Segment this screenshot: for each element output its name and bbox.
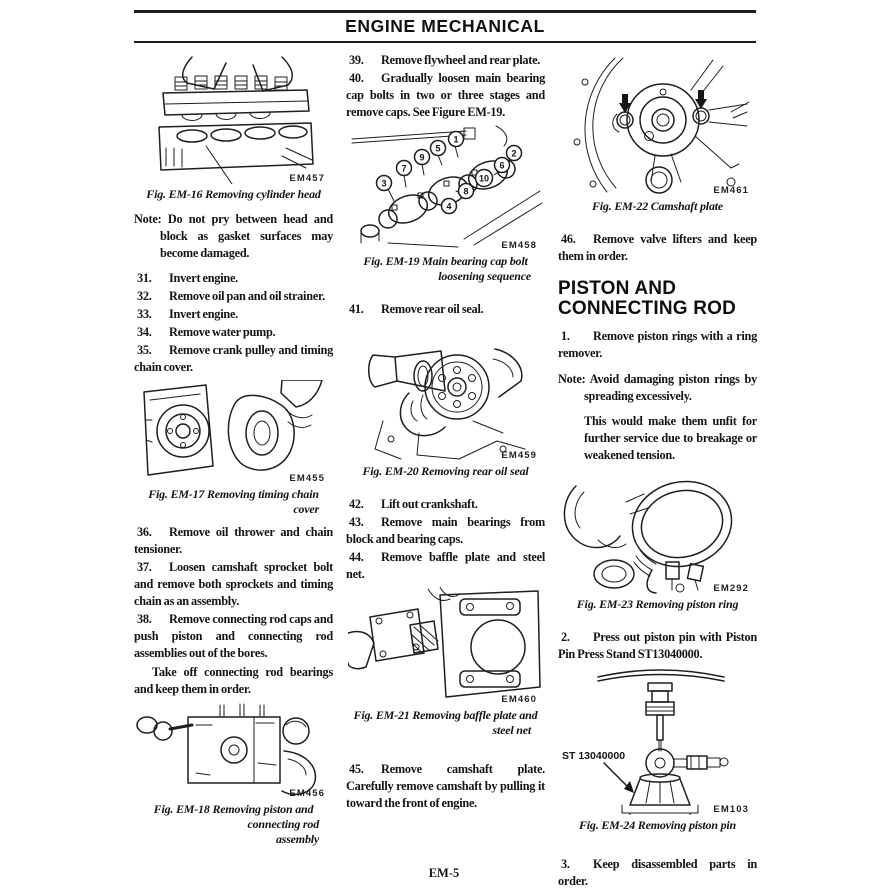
note-text: Avoid damaging piston rings by spreading excessively. <box>584 372 758 403</box>
step-37 <box>134 559 333 610</box>
step-text: Remove rear oil seal. <box>381 302 484 316</box>
figure-em18 <box>134 703 333 847</box>
seq-label: 9 <box>418 152 425 163</box>
column-right <box>558 52 757 888</box>
step-number: 46. <box>561 232 576 246</box>
step-33 <box>134 306 333 323</box>
bearing-cap-sequence-illustration <box>348 125 544 251</box>
step-text: Remove valve lifters and keep them in order. <box>558 232 757 263</box>
figure-caption <box>134 802 333 847</box>
timing-chain-cover-illustration <box>136 380 332 484</box>
figure-caption <box>558 597 757 612</box>
step-40 <box>346 70 545 121</box>
step-text: Remove water pump. <box>169 325 276 339</box>
figure-caption <box>346 254 545 284</box>
seq-label: 10 <box>478 173 489 184</box>
bolt-arrow-icon <box>619 94 631 113</box>
step-number: 41. <box>349 302 364 316</box>
rear-oil-seal-illustration <box>353 329 539 461</box>
step-46 <box>558 231 757 265</box>
caption-line: Fig. EM-23 Removing piston ring <box>576 597 739 611</box>
figure-code: EM455 <box>289 473 325 484</box>
figure-em16 <box>134 56 333 202</box>
caption-line: Fig. EM-22 Camshaft plate <box>591 199 723 213</box>
figure-caption <box>134 487 333 517</box>
step-number: 39. <box>349 53 364 67</box>
step-34 <box>134 324 333 341</box>
step-text: Remove piston rings with a ring remover. <box>558 329 757 360</box>
caption-line: Fig. EM-17 Removing timing chain <box>148 487 319 501</box>
caption-line: Fig. EM-20 Removing rear oil seal <box>362 464 529 478</box>
step-42 <box>346 496 545 513</box>
seq-label: 5 <box>434 143 441 154</box>
column-middle <box>346 52 545 888</box>
caption-line: Fig. EM-18 Removing piston and <box>153 802 314 816</box>
para-take-off-bearings: Take off connecting rod bearings and keep them in order. <box>134 665 333 696</box>
seq-label: 6 <box>498 160 505 171</box>
figure-code: EM292 <box>713 583 749 594</box>
step-2 <box>558 629 757 663</box>
note-piston-rings <box>558 371 757 405</box>
caption-line: Fig. EM-19 Main bearing cap bolt <box>363 254 528 268</box>
figure-code: EM103 <box>713 804 749 815</box>
step-number: 36. <box>137 525 152 539</box>
step-text: Remove main bearings from block and bearing caps. <box>346 515 545 546</box>
step-text: Remove flywheel and rear plate. <box>381 53 541 67</box>
step-number: 40. <box>349 71 364 85</box>
step-text: Remove connecting rod caps and push piston and connecting rod assemblies out of the bores. <box>134 612 333 660</box>
step-text: Lift out crankshaft. <box>381 497 478 511</box>
step-41 <box>346 301 545 318</box>
figure-code: EM460 <box>501 694 537 705</box>
figure-code: EM458 <box>501 240 537 251</box>
step-44 <box>346 549 545 583</box>
seq-label: 2 <box>510 148 517 159</box>
step-35 <box>134 342 333 376</box>
step-text: Press out piston pin with Piston Pin Press Stand ST13040000. <box>558 630 757 661</box>
section-heading-line: PISTON AND <box>558 278 677 299</box>
note-label: Note: <box>558 372 586 386</box>
step-text: Remove crank pulley and timing chain cover. <box>134 343 333 374</box>
figure-em20 <box>346 329 545 479</box>
tool-label: ST 13040000 <box>561 750 625 762</box>
page-content <box>134 52 756 888</box>
note-piston-rings-continued: This would make them unfit for further service due to breakage or weakened tension. <box>584 414 757 462</box>
step-number: 31. <box>137 271 152 285</box>
caption-line: Fig. EM-24 Removing piston pin <box>578 818 737 832</box>
step-number: 1. <box>561 329 570 343</box>
step-number: 37. <box>137 560 152 574</box>
camshaft-plate-illustration <box>563 56 753 196</box>
step-text: Keep disassembled parts in order. <box>558 857 757 888</box>
figure-em22 <box>558 56 757 214</box>
figure-em23 <box>558 472 757 612</box>
step-1 <box>558 328 757 362</box>
page-header <box>134 10 756 43</box>
piston-removal-illustration <box>136 703 332 799</box>
figure-caption <box>346 708 545 738</box>
caption-line: cover <box>293 502 319 516</box>
seq-label: 8 <box>462 186 469 197</box>
baffle-plate-illustration <box>348 587 544 705</box>
figure-em19 <box>346 125 545 284</box>
cylinder-head-illustration <box>136 56 332 184</box>
header-rule-bottom <box>134 41 756 44</box>
note-text: Do not pry between head and block as gasket surfaces may become damaged. <box>160 212 333 260</box>
figure-code: EM461 <box>713 185 749 196</box>
note-head-pry <box>134 211 333 262</box>
page-title: ENGINE MECHANICAL <box>345 15 545 36</box>
seq-label: 4 <box>445 201 452 212</box>
page-number: EM-5 <box>428 866 460 880</box>
step-text: Gradually loosen main bearing cap bolts in two or three stages and remove caps. See Figure EM-19. <box>346 71 545 119</box>
step-number: 3. <box>561 857 570 871</box>
step-text: Invert engine. <box>169 307 238 321</box>
caption-line: steel net <box>492 723 531 737</box>
figure-code: EM456 <box>289 788 325 799</box>
figure-caption <box>558 199 757 214</box>
step-number: 45. <box>349 762 364 776</box>
figure-caption <box>558 818 757 833</box>
figure-em21 <box>346 587 545 738</box>
step-38 <box>134 611 333 662</box>
figure-em17 <box>134 380 333 517</box>
step-36 <box>134 524 333 558</box>
step-number: 33. <box>137 307 152 321</box>
step-text: Remove oil thrower and chain tensioner. <box>134 525 333 556</box>
step-32 <box>134 288 333 305</box>
note-label: Note: <box>134 212 162 226</box>
step-31 <box>134 270 333 287</box>
section-heading-piston-and-connecting-rod <box>558 279 757 319</box>
piston-pin-press-illustration <box>560 667 756 815</box>
caption-line: Fig. EM-21 Removing baffle plate and <box>353 708 538 722</box>
column-left <box>134 52 333 888</box>
step-number: 34. <box>137 325 152 339</box>
figure-code: EM457 <box>289 173 325 184</box>
step-text: Remove camshaft plate. Carefully remove camshaft by pulling it toward the front of engine. <box>346 762 545 810</box>
figure-caption <box>134 187 333 202</box>
step-text: Invert engine. <box>169 271 238 285</box>
figure-code: EM459 <box>501 450 537 461</box>
step-text: Remove oil pan and oil strainer. <box>169 289 325 303</box>
section-heading-line: CONNECTING ROD <box>558 298 737 319</box>
caption-line: connecting rod <box>247 817 319 831</box>
figure-em24 <box>558 667 757 833</box>
figure-caption <box>346 464 545 479</box>
step-43 <box>346 514 545 548</box>
caption-line: assembly <box>275 832 319 846</box>
step-number: 35. <box>137 343 152 357</box>
step-number: 44. <box>349 550 364 564</box>
seq-label: 7 <box>400 163 407 174</box>
piston-ring-removal-illustration <box>560 472 756 594</box>
seq-label: 3 <box>380 178 387 189</box>
step-text: Remove baffle plate and steel net. <box>346 550 545 581</box>
step-text: Loosen camshaft sprocket bolt and remove both sprockets and timing chain as an assembly. <box>134 560 333 608</box>
seq-label: 1 <box>452 134 459 145</box>
caption-line: Fig. EM-16 Removing cylinder head <box>146 187 321 201</box>
step-number: 43. <box>349 515 364 529</box>
step-39 <box>346 52 545 69</box>
step-number: 32. <box>137 289 152 303</box>
caption-line: loosening sequence <box>438 269 531 283</box>
step-number: 42. <box>349 497 364 511</box>
step-number: 38. <box>137 612 152 626</box>
step-number: 2. <box>561 630 570 644</box>
step-45 <box>346 761 545 812</box>
